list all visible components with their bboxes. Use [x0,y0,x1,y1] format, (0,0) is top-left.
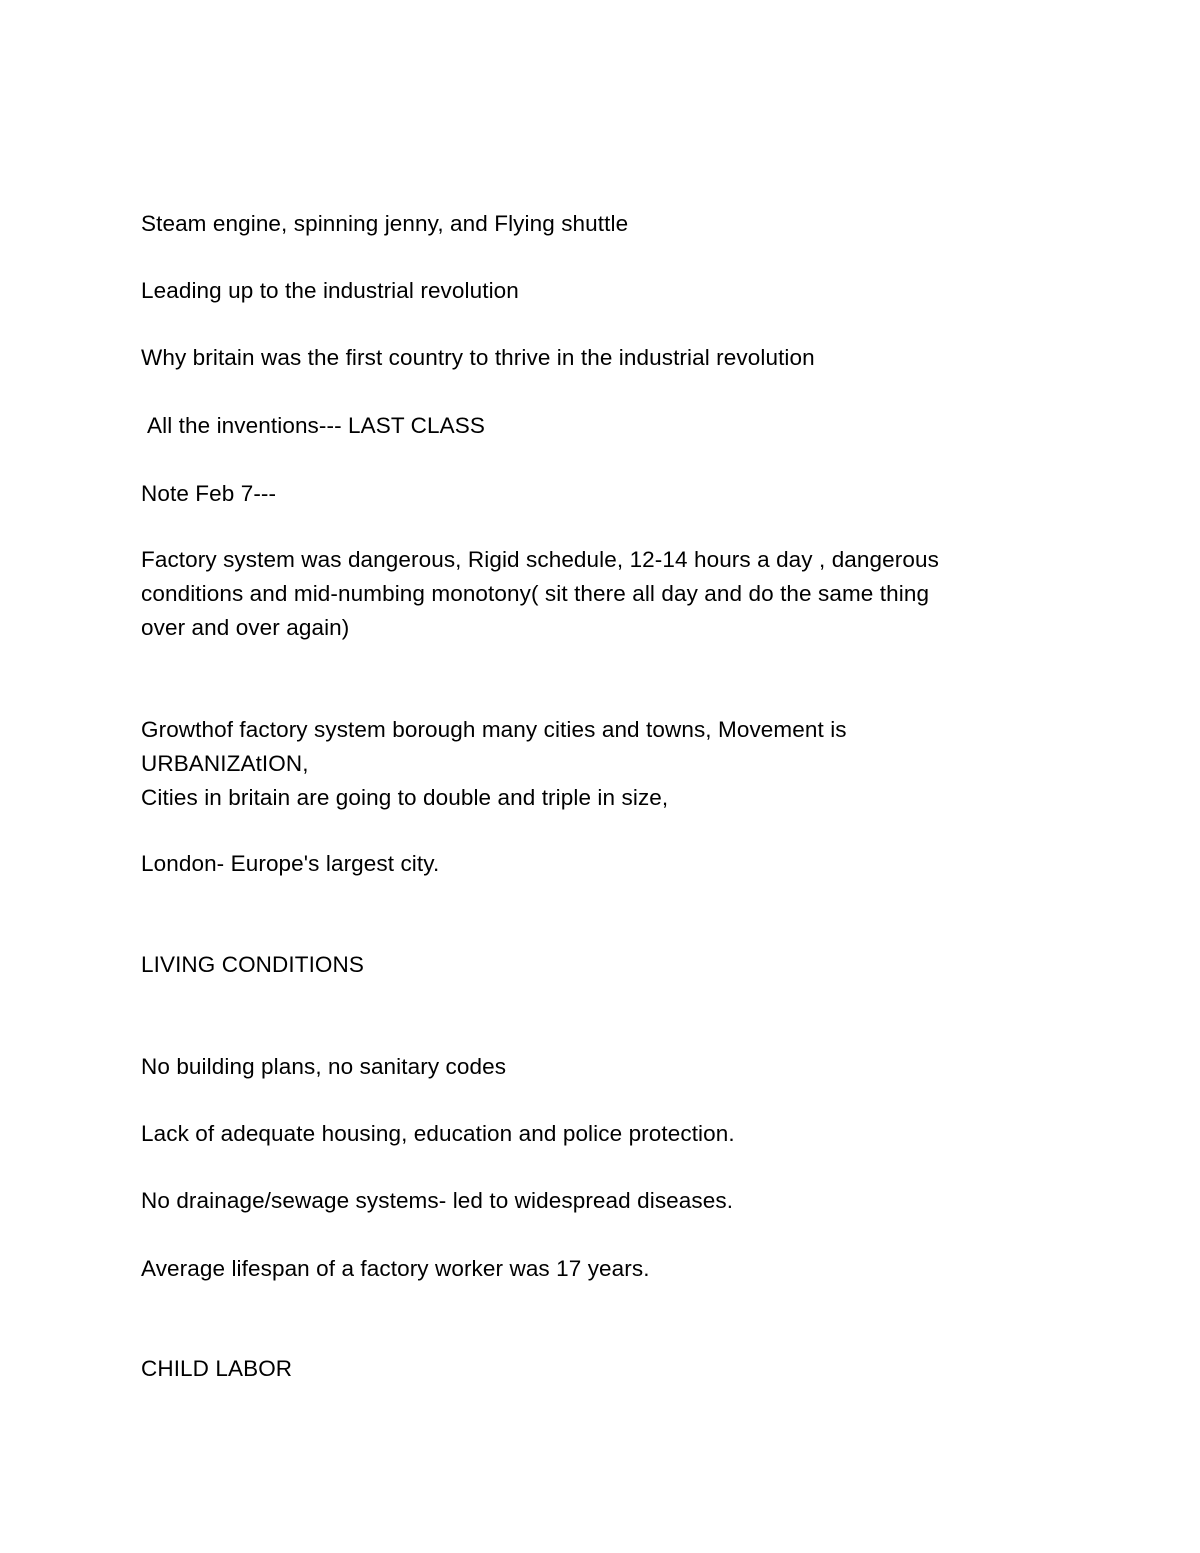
note-line-inventions-list: Steam engine, spinning jenny, and Flying shuttle [141,211,629,236]
note-line-leading-up: Leading up to the industrial revolution [141,278,519,303]
note-line-growth-2: URBANIZAtION, [141,751,309,776]
note-line-cities: Cities in britain are going to double and triple in size, [141,785,669,810]
section-heading-child-labor: CHILD LABOR [141,1356,293,1381]
note-line-lifespan: Average lifespan of a factory worker was 17 years. [141,1256,650,1281]
note-line-factory-system-2: conditions and mid-numbing monotony( sit there all day and do the same thing [141,581,930,606]
note-line-last-class: All the inventions--- LAST CLASS [147,413,485,438]
note-line-housing: Lack of adequate housing, education and police protection. [141,1121,735,1146]
note-line-date: Note Feb 7--- [141,481,277,506]
note-line-growth-1: Growthof factory system borough many cities and towns, Movement is [141,717,847,742]
note-line-factory-system-3: over and over again) [141,615,350,640]
note-line-drainage: No drainage/sewage systems- led to widespread diseases. [141,1188,734,1213]
note-line-london: London- Europe's largest city. [141,851,440,876]
note-line-building-plans: No building plans, no sanitary codes [141,1054,507,1079]
note-line-why-britain: Why britain was the first country to thrive in the industrial revolution [141,345,815,370]
note-line-factory-system-1: Factory system was dangerous, Rigid schedule, 12-14 hours a day , dangerous [141,547,939,572]
section-heading-living-conditions: LIVING CONDITIONS [141,952,364,977]
